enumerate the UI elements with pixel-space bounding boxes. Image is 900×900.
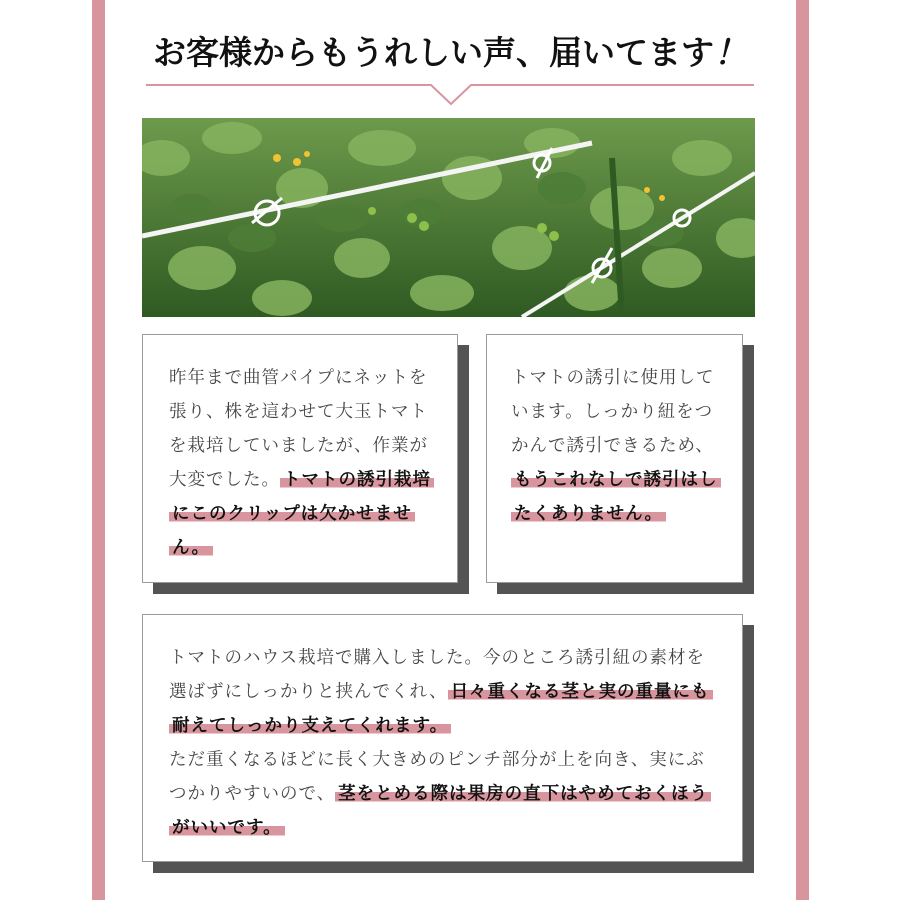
- heading-text: お客様からもうれしい声、届いてます: [153, 33, 714, 72]
- heading-exclamation: ！: [714, 33, 747, 72]
- review-3-plain: トマトのハウス栽培で購入しました。今のところ誘引紐の素材を選ばずにしっかりと挟んでくれ、: [169, 648, 705, 702]
- right-accent-rail: [796, 0, 809, 900]
- review-card-3: [142, 614, 743, 862]
- review-3-text: [169, 641, 722, 845]
- review-card-2: [486, 334, 743, 583]
- review-2-highlight: もうこれなしで誘引はしたくありません。: [511, 470, 721, 524]
- review-1-highlight: トマトの誘引栽培にこのクリップは欠かせません。: [169, 470, 434, 558]
- review-2-plain: トマトの誘引に使用しています。しっかり紐をつかんで誘引できるため、: [511, 368, 715, 456]
- heading-divider: [146, 82, 754, 110]
- review-1-text: [169, 361, 437, 565]
- review-3-highlight-2: 茎をとめる際は果房の直下はやめておくほうがいいです。: [169, 784, 711, 838]
- review-3-highlight: 日々重くなる茎と実の重量にも耐えてしっかり支えてくれます。: [169, 682, 713, 736]
- review-card-1: [142, 334, 458, 583]
- review-3-plain-2: ただ重くなるほどに長く大きめのピンチ部分が上を向き、実にぶつかりやすいので、: [169, 750, 705, 804]
- left-accent-rail: [92, 0, 105, 900]
- review-1-plain: 昨年まで曲管パイプにネットを張り、株を這わせて大玉トマトを栽培していましたが、作業が大変でした。: [169, 368, 428, 490]
- product-photo: [142, 118, 755, 317]
- review-2-text: [511, 361, 726, 531]
- section-heading: [0, 30, 900, 76]
